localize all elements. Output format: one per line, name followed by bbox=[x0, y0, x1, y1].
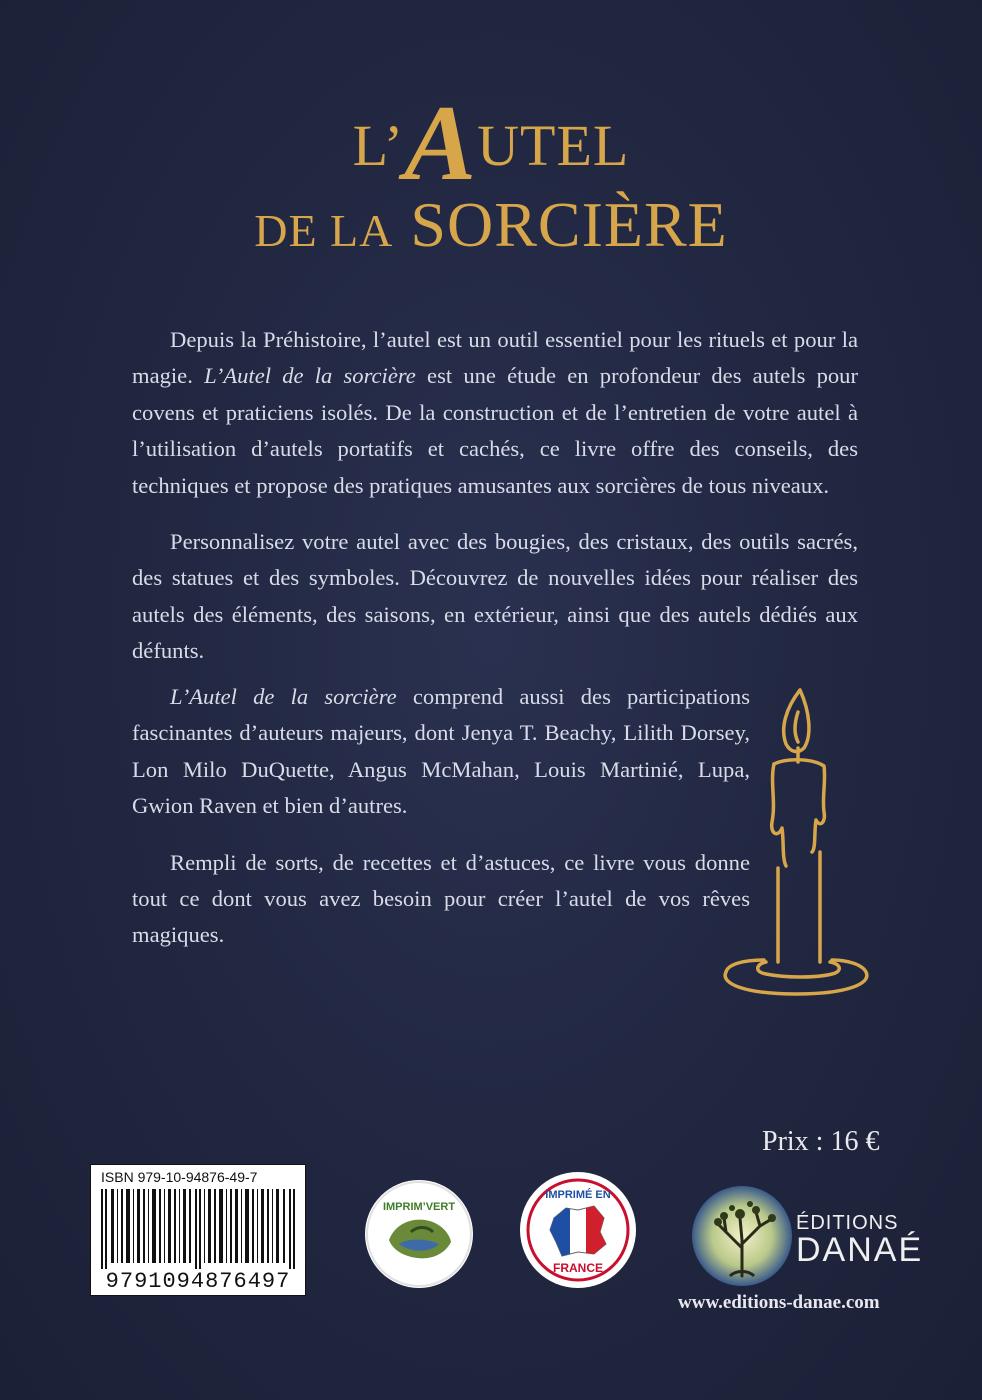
publisher-line-1: ÉDITIONS bbox=[796, 1212, 899, 1234]
barcode bbox=[90, 1164, 306, 1296]
france-map-icon bbox=[520, 1172, 636, 1288]
svg-text:IMPRIM’VERT: IMPRIM’VERT bbox=[382, 1201, 456, 1213]
publisher-line-2: DANAÉ bbox=[796, 1231, 924, 1269]
imprimvert-icon bbox=[365, 1180, 473, 1288]
p1-part-a: Depuis la Préhistoire, l’autel est un outil essentiel pour les rituels et pour la magie. bbox=[132, 327, 858, 389]
p3-book-title: L’Autel de la sorcière bbox=[170, 684, 397, 709]
svg-text:FRANCE: FRANCE bbox=[553, 1261, 603, 1275]
candle-icon bbox=[716, 672, 876, 1002]
publisher-website: www.editions-danae.com bbox=[678, 1292, 880, 1313]
description-upper bbox=[132, 322, 858, 690]
title-prefix: L’ bbox=[352, 113, 405, 178]
title-line-2 bbox=[0, 188, 982, 262]
title-line2-small: DE LA bbox=[254, 205, 394, 256]
danae-tree-logo bbox=[690, 1184, 794, 1288]
title-rest: UTEL bbox=[477, 113, 630, 178]
publisher-name bbox=[796, 1212, 923, 1270]
description-lower bbox=[132, 679, 750, 974]
paragraph-2: Personnalisez votre autel avec des bougies, des cristaux, des outils sacrés, des statues et des symboles. Découvrez de nouvelles idées pour réaliser des autels des éléments, des saisons, en extérieur, ainsi que des autels dédiés aux défunts. bbox=[132, 529, 858, 664]
p1-part-b: est une étude en profondeur des autels pour covens et praticiens isolés. De la construction et de l’entretien de votre autel à l’utilisation d’autels portatifs et cachés, ce livre offre des conseils, des techniques et propose des pratiques amusantes aux sorcières de tous niveaux. bbox=[132, 363, 858, 498]
barcode-bars bbox=[99, 1189, 297, 1269]
p3-text: comprend aussi des participations fascinantes d’auteurs majeurs, dont Jenya T. Beachy, Lilith Dorsey, Lon Milo DuQuette, Angus McMahan, Louis Martinié, Lupa, Gwion Raven et bien d’autres. bbox=[132, 684, 750, 819]
tree-icon bbox=[690, 1184, 794, 1288]
title-drop-letter: A bbox=[404, 84, 478, 203]
imprimvert-badge bbox=[365, 1180, 473, 1288]
isbn-label: ISBN 979-10-94876-49-7 bbox=[101, 1169, 258, 1185]
imprime-en-france-badge bbox=[520, 1172, 636, 1288]
paragraph-4: Rempli de sorts, de recettes et d’astuces, ce livre vous donne tout ce dont vous avez besoin pour créer l’autel de vos rêves magiques. bbox=[132, 849, 750, 948]
paragraph-3 bbox=[132, 679, 750, 825]
price: Prix : 16 € bbox=[762, 1126, 880, 1157]
title-line2-main: SORCIÈRE bbox=[410, 189, 728, 260]
ean-digits: 9791094876497 bbox=[105, 1269, 291, 1294]
paragraph-1 bbox=[132, 322, 858, 504]
svg-text:IMPRIMÉ EN: IMPRIMÉ EN bbox=[545, 1189, 611, 1201]
p1-book-title: L’Autel de la sorcière bbox=[204, 363, 416, 389]
